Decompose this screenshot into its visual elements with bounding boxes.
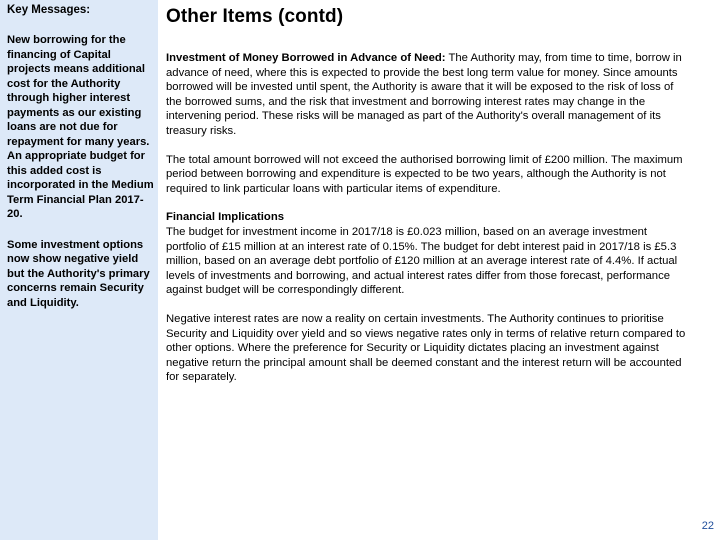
main-content (166, 0, 686, 540)
section-heading: Financial Implications (166, 211, 285, 224)
paragraph-lead: Investment of Money Borrowed in Advance of Need: (166, 52, 446, 64)
paragraph-borrowing-advance (166, 51, 686, 139)
key-messages-sidebar (0, 0, 158, 540)
key-message-borrowing: New borrowing for the financing of Capital projects means additional cost for the Authority through higher interest payments as our existing loans are not due for repayment for many years. An appropriate budget for this added cost is incorporated in the Medium Term Financial Plan 2017-20. (7, 34, 154, 220)
content-body (166, 51, 686, 399)
paragraph-financial-implications (166, 210, 686, 298)
paragraph-borrowing-limit: The total amount borrowed will not exceed the authorised borrowing limit of £200 million. The maximum period between borrowing and expenditure is expected to be two years, although the Authority is not required to link particular loans with particular items of expenditure. (166, 153, 683, 195)
paragraph-body: The budget for investment income in 2017/18 is £0.023 million, based on an average investment portfolio of £15 million at an interest rate of 0.15%. The budget for debt interest paid in 2017/18 is £5.3 million, based on an average debt portfolio of £120 million at an average interest rate of 4.4%. If actual levels of investments and borrowing, and actual interest rates differ from those forecast, performance against budget will be correspondingly different. (166, 225, 678, 297)
page-number: 22 (701, 520, 714, 532)
paragraph-body: The Authority may, from time to time, borrow in advance of need, where this is expected to provide the best long term value for money. Since amounts borrowed will be invested until spent, the Authority is aware that it will be exposed to the risk of loss of the borrowed sums, and the risk that investment and borrowing interest rates may change in the intervening period. These risks will be managed as part of the Authority's overall management of its treasury risks. (166, 52, 682, 137)
key-messages-title: Key Messages: (7, 4, 91, 16)
key-message-negative-yield: Some investment options now show negative yield but the Authority's primary concerns remain Security and Liquidity. (7, 238, 150, 309)
paragraph-negative-rates: Negative interest rates are now a reality on certain investments. The Authority continues to prioritise Security and Liquidity over yield and so views negative rates only in terms of relative return compared to other options. Where the preference for Security or Liquidity dictates placing an investment against negative return the principal amount shall be deemed constant and the interest return will be accounted for separately. (166, 312, 686, 384)
page-title: Other Items (contd) (166, 6, 344, 27)
